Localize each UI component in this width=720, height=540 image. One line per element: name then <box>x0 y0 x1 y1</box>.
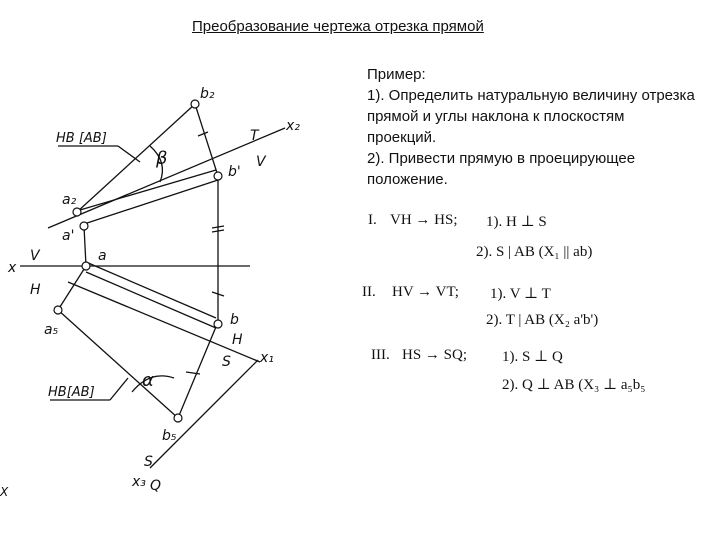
formula-3-step1: 1). S ⊥ Q <box>502 349 563 365</box>
point-b2 <box>191 100 199 108</box>
page-title: Преобразование чертежа отрезка прямой <box>192 18 484 35</box>
label-hb-top: НВ [АВ] <box>56 131 107 146</box>
formula-2-step2: 2). T | AB (X₂ a'b') <box>486 312 599 328</box>
segment-a2-b2 <box>77 104 195 212</box>
point-a <box>82 262 90 270</box>
label-aprime: a' <box>62 228 75 244</box>
label-t: T <box>250 128 259 144</box>
label-x: x <box>8 260 17 276</box>
formula-2-step1: 1). V ⊥ T <box>490 286 551 302</box>
label-v-left: V <box>30 248 40 264</box>
example-task-1: 1). Определить натуральную величину отрезка прямой и углы наклона к плоскостям проекций. <box>367 87 695 146</box>
segment-a-b-bottom <box>86 272 216 328</box>
point-a5 <box>54 306 62 314</box>
example-heading: Пример: <box>367 66 426 83</box>
label-h-axis: H <box>232 332 243 348</box>
segment-a-b-top <box>86 262 216 318</box>
label-beta: β <box>156 148 168 169</box>
formula-1-roman: I. <box>368 212 377 228</box>
label-v-right: V <box>256 154 266 170</box>
formula-3-transform: HS → SQ; <box>402 347 468 363</box>
label-s-lower: S <box>144 454 153 470</box>
label-b5: b₅ <box>162 428 177 444</box>
segment-a5-b5 <box>58 310 178 418</box>
point-aprime <box>80 222 88 230</box>
label-b: b <box>230 312 239 328</box>
formula-2-transform: HV → VT; <box>392 284 459 300</box>
label-a5: a₅ <box>44 322 59 338</box>
hb-bottom-leader-slant <box>110 378 128 400</box>
label-s-axis: S <box>222 354 231 370</box>
formula-1-step2: 2). S | AB (X₁ || ab) <box>476 244 593 260</box>
label-alpha: α <box>142 370 154 391</box>
formula-3-roman: III. <box>371 347 390 363</box>
label-x1: x₁ <box>260 350 274 366</box>
example-task-2: 2). Привести прямую в проецирующее положение. <box>367 150 636 188</box>
tick-mark-1 <box>198 132 208 136</box>
point-b <box>214 320 222 328</box>
label-q: Q <box>150 478 162 494</box>
label-a2: a₂ <box>62 192 77 208</box>
point-bprime <box>214 172 222 180</box>
label-a: a <box>98 248 107 264</box>
hb-top-leader-slant <box>118 146 140 162</box>
point-a2 <box>73 208 81 216</box>
label-x3: x₃ <box>132 474 146 490</box>
label-b2: b₂ <box>200 86 215 102</box>
point-b5 <box>174 414 182 422</box>
formula-1-transform: VH → HS; <box>390 212 458 228</box>
label-h-left: H <box>30 282 41 298</box>
label-x2: x₂ <box>286 118 300 134</box>
label-hb-bottom: НВ[АВ] <box>48 385 95 400</box>
formula-1-step1: 1). H ⊥ S <box>486 214 547 230</box>
projection-aprime-a <box>84 226 86 266</box>
label-corner-mark: X <box>0 485 9 499</box>
formula-3-step2: 2). Q ⊥ AB (X₃ ⊥ a₅b₅ <box>502 377 646 393</box>
tick-mark-5 <box>186 372 200 374</box>
formula-2-roman: II. <box>362 284 376 300</box>
label-bprime: b' <box>228 164 241 180</box>
